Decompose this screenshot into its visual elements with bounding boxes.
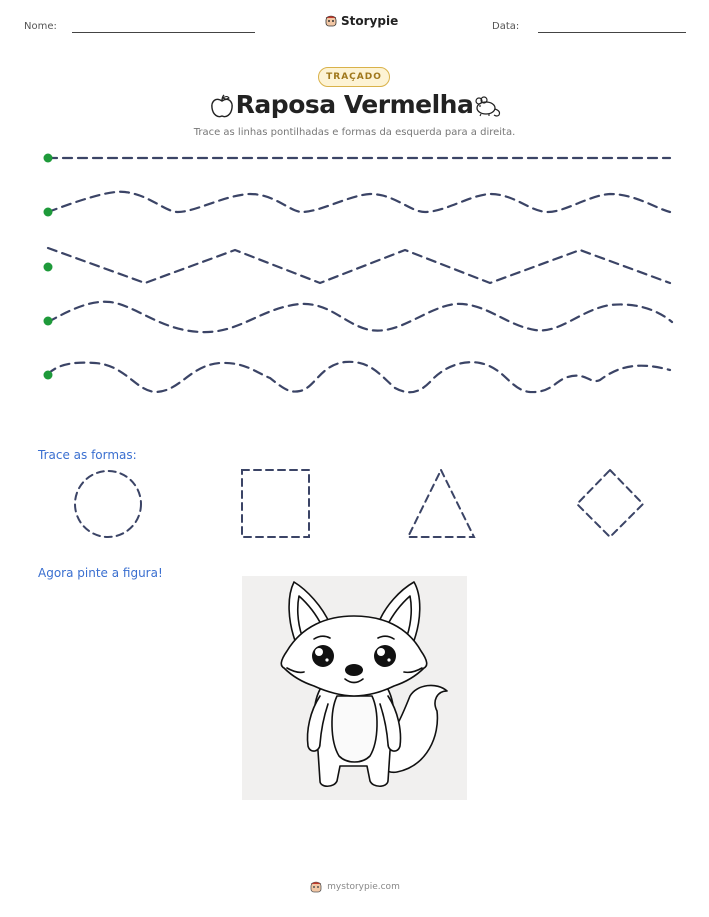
storypie-logo-icon: [324, 14, 338, 28]
activity-badge: TRAÇADO: [318, 67, 390, 87]
storypie-footer-logo-icon: [309, 880, 323, 894]
page-title-text: Raposa Vermelha: [235, 90, 474, 119]
fox-coloring-illustration: [242, 576, 467, 800]
start-dot: [44, 154, 53, 163]
date-field-line[interactable]: [538, 32, 686, 33]
name-field-line[interactable]: [72, 32, 255, 33]
footer: [0, 880, 709, 894]
footer-url[interactable]: mystorypie.com: [327, 882, 400, 892]
brand-logo: [324, 14, 398, 28]
trace-shape-circle[interactable]: [75, 471, 141, 537]
trace-line-wave-2[interactable]: [48, 302, 672, 332]
trace-line-zigzag[interactable]: [48, 248, 670, 283]
trace-shapes: [0, 465, 709, 550]
brand-name: Storypie: [341, 14, 399, 28]
trace-line-wave-3[interactable]: [48, 362, 670, 392]
trace-shape-square[interactable]: [242, 470, 309, 537]
trace-shape-diamond[interactable]: [577, 470, 643, 537]
coloring-section-label: Agora pinte a figura!: [38, 566, 163, 580]
start-dot: [44, 208, 53, 217]
instruction-text: Trace as linhas pontilhadas e formas da esquerda para a direita.: [193, 127, 516, 138]
start-dot: [44, 263, 53, 272]
coloring-image-frame: [242, 576, 467, 800]
shapes-section-label: Trace as formas:: [38, 448, 137, 462]
date-label: Data:: [492, 21, 520, 32]
trace-shape-triangle[interactable]: [408, 470, 474, 537]
trace-line-wave-1[interactable]: [48, 192, 670, 212]
tracing-lines: [0, 140, 709, 400]
mouse-icon: [472, 94, 504, 118]
page-title: [0, 90, 709, 119]
name-label: Nome:: [24, 21, 57, 32]
start-dot: [44, 317, 53, 326]
start-dot: [44, 371, 53, 380]
apple-icon: [208, 92, 236, 120]
